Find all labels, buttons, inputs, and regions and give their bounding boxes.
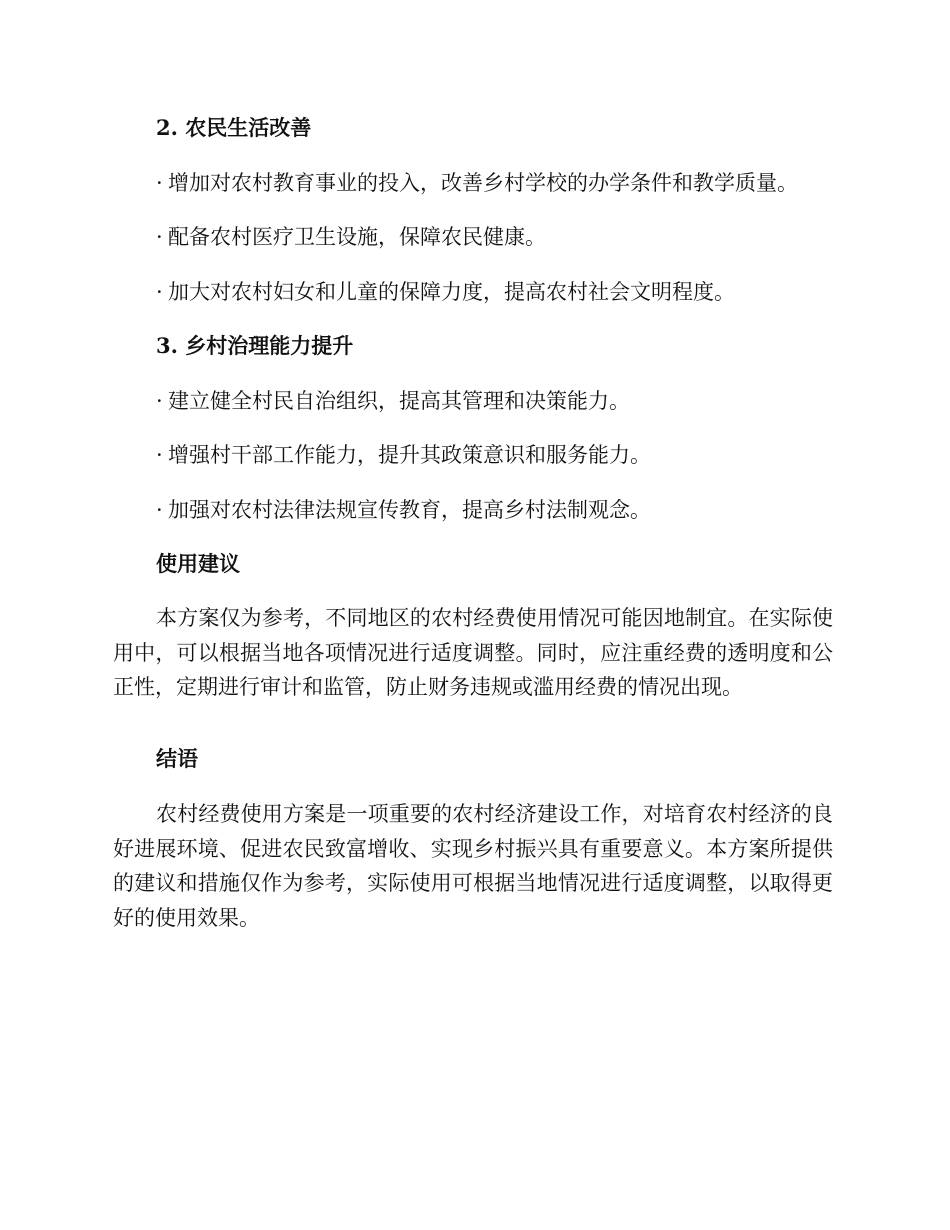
usage-paragraph: 本方案仅为参考，不同地区的农村经费使用情况可能因地制宜。在实际使用中，可以根据当地各项情况进行适度调整。同时，应注重经费的透明度和公正性，定期进行审计和监管，防止财务违规或滥用经费的情况出现。 <box>113 606 833 699</box>
bullet-dot: · <box>156 225 163 249</box>
bullet-item <box>156 168 798 198</box>
bullet-text: 建立健全村民自治组织，提高其管理和决策能力。 <box>168 389 630 413</box>
bullet-dot: · <box>156 443 163 467</box>
bullet-text: 加大对农村妇女和儿童的保障力度，提高农村社会文明程度。 <box>168 280 735 304</box>
bullet-text: 增强村干部工作能力，提升其政策意识和服务能力。 <box>168 443 651 467</box>
bullet-dot: · <box>156 280 163 304</box>
bullet-dot: · <box>156 389 163 413</box>
bullet-item <box>156 277 735 307</box>
conclusion-paragraph: 农村经费使用方案是一项重要的农村经济建设工作，对培育农村经济的良好进展环境、促进农民致富增收、实现乡村振兴具有重要意义。本方案所提供的建议和措施仅作为参考，实际使用可根据当地情况进行适度调整，以取得更好的使用效果。 <box>113 802 833 930</box>
bullet-item <box>156 222 546 252</box>
section-heading-farmer-life: 2. 农民生活改善 <box>156 115 312 140</box>
section-heading-usage: 使用建议 <box>156 551 240 576</box>
bullet-text: 配备农村医疗卫生设施，保障农民健康。 <box>168 225 546 249</box>
bullet-text: 增加对农村教育事业的投入，改善乡村学校的办学条件和教学质量。 <box>168 171 798 195</box>
bullet-text: 加强对农村法律法规宣传教育，提高乡村法制观念。 <box>168 498 651 522</box>
bullet-dot: · <box>156 498 163 522</box>
bullet-item <box>156 495 651 525</box>
bullet-item <box>156 440 651 470</box>
bullet-dot: · <box>156 171 163 195</box>
section-heading-conclusion: 结语 <box>156 746 198 771</box>
section-heading-governance: 3. 乡村治理能力提升 <box>156 333 354 358</box>
bullet-item <box>156 386 630 416</box>
